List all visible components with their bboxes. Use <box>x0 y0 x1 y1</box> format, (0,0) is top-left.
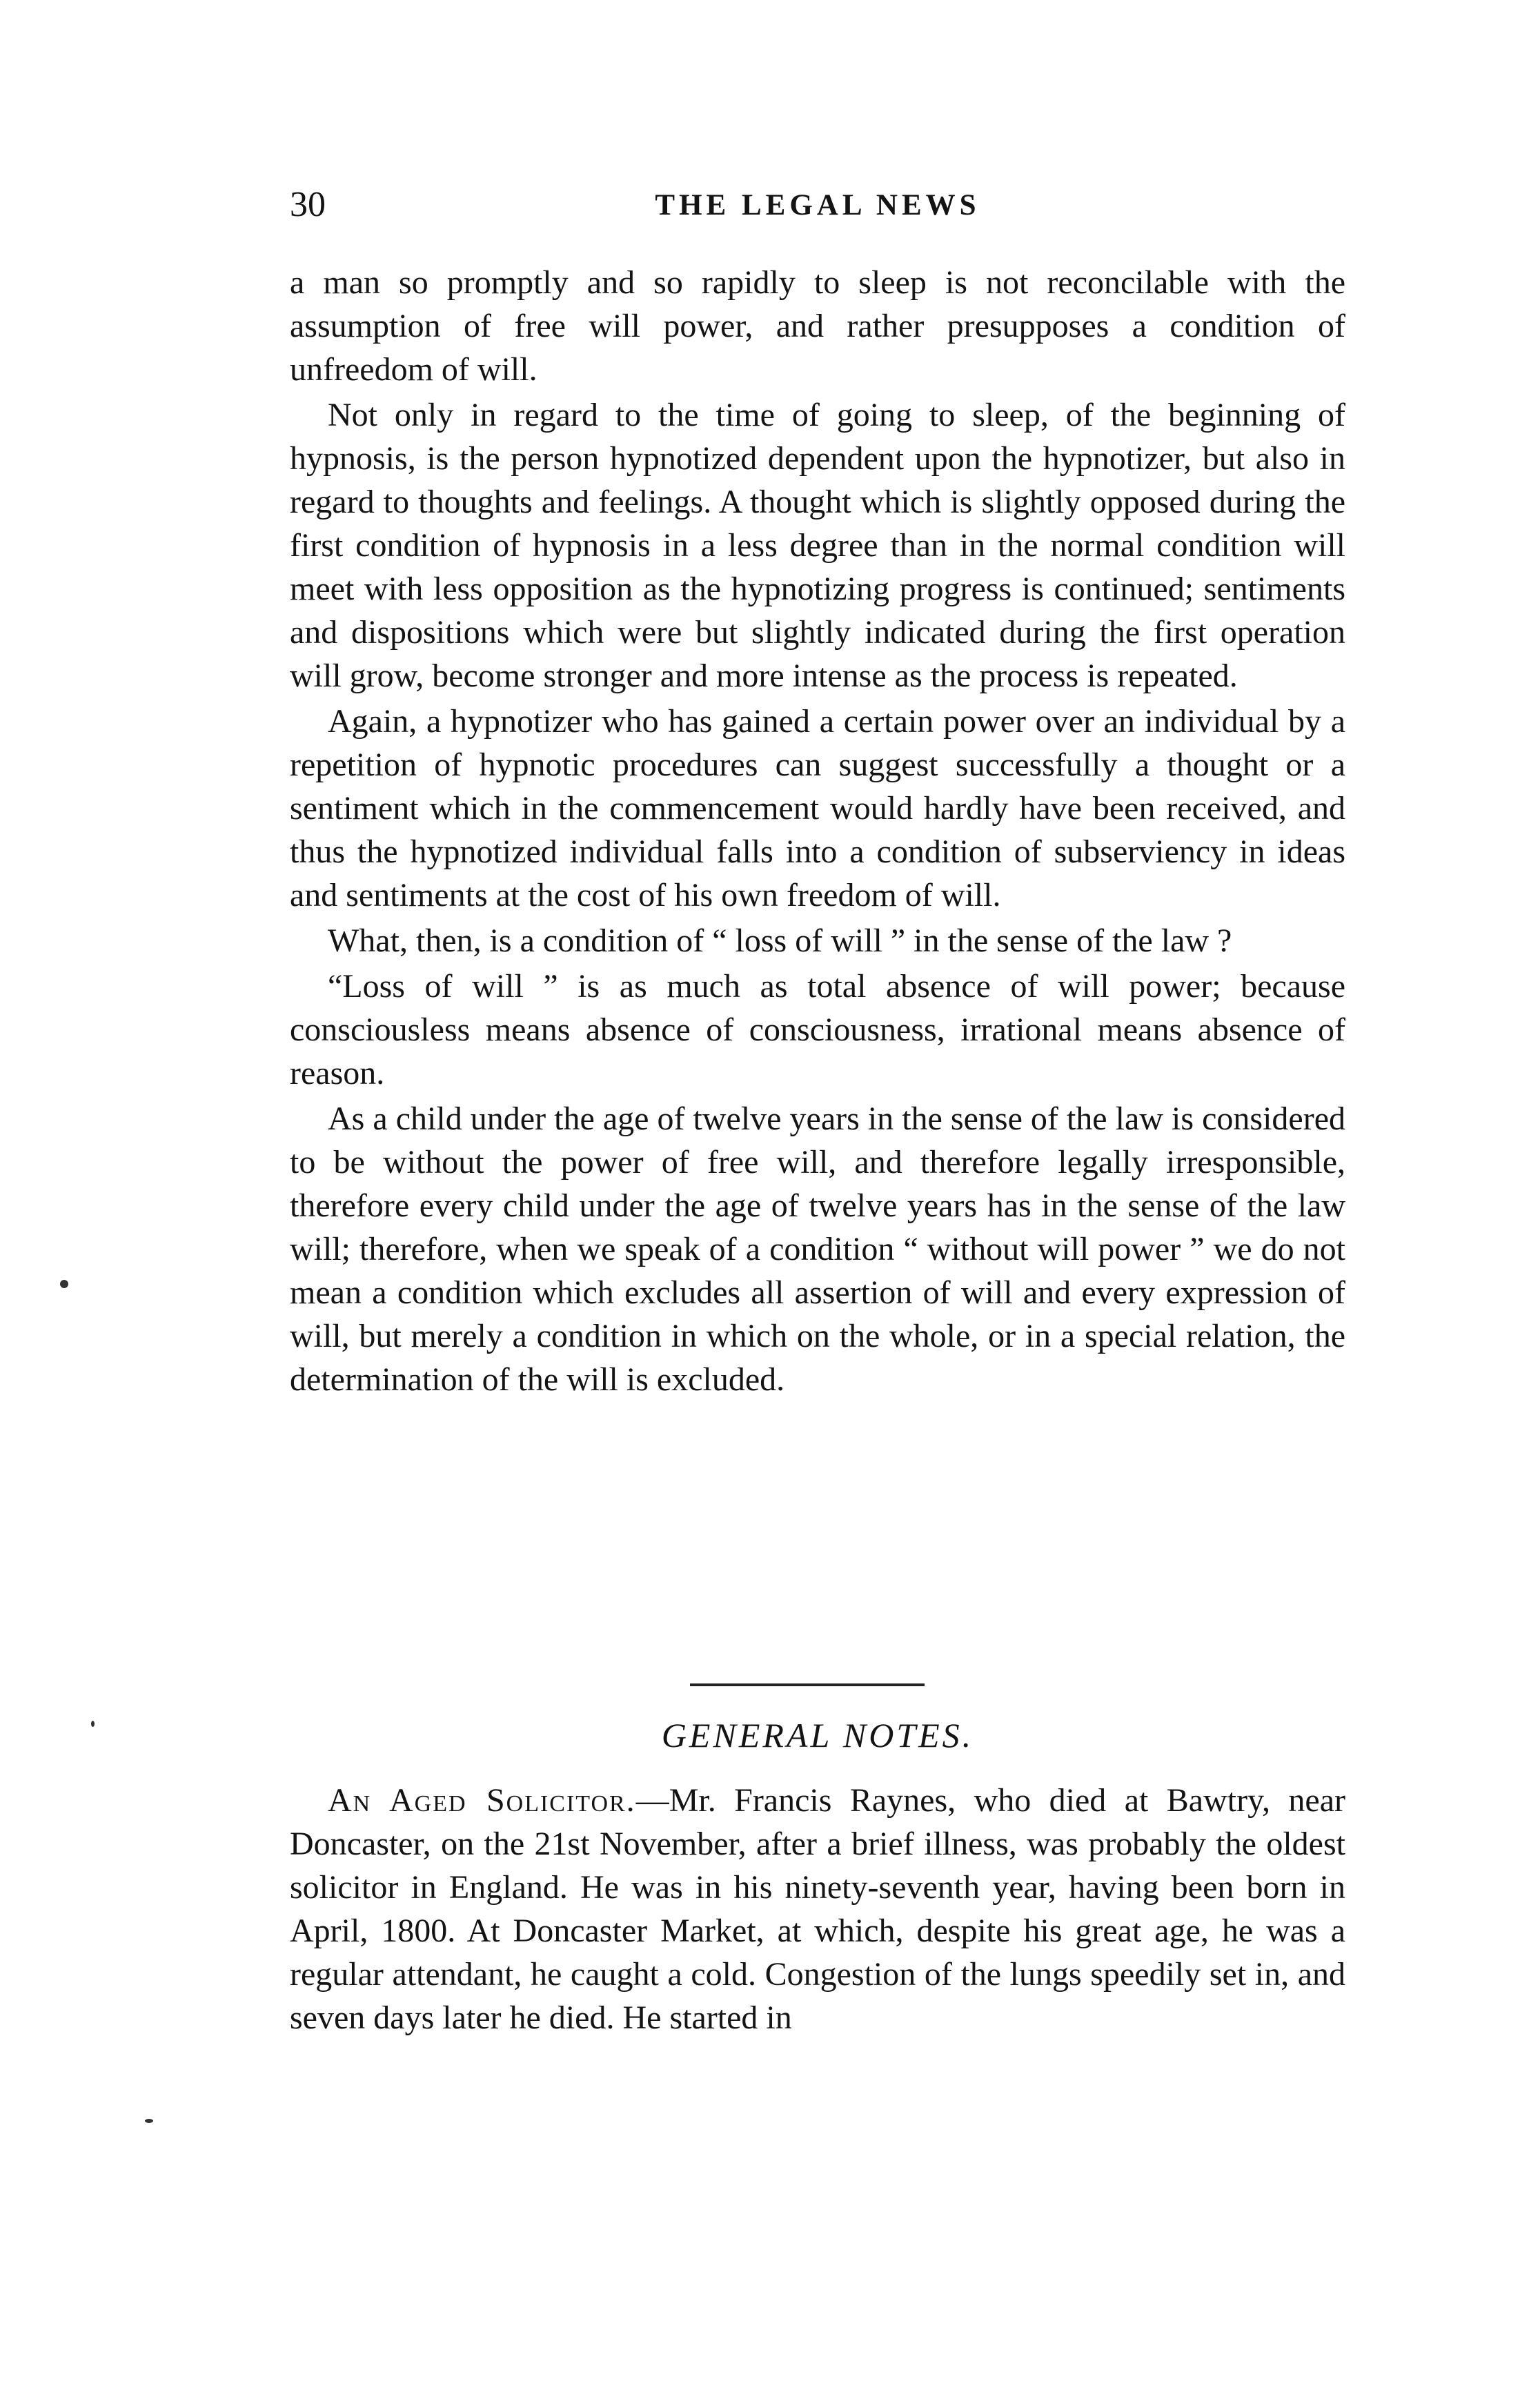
section-title: GENERAL NOTES. <box>661 1716 974 1755</box>
general-notes-body <box>290 1779 1345 2039</box>
section-divider <box>690 1683 925 1686</box>
page-number: 30 <box>290 185 326 224</box>
article-paragraph: “Loss of will ” is as much as total absence of will power; because consciousless means absence of consciousness, irrational means absence of reason. <box>290 968 1345 1091</box>
print-speck <box>91 1721 95 1727</box>
note-heading: An Aged Solicitor. <box>328 1782 636 1819</box>
page-header <box>290 181 1345 229</box>
print-speck <box>60 1280 68 1288</box>
note-paragraph <box>290 1779 1345 2039</box>
article-paragraph: Not only in regard to the time of going to sleep, of the beginning of hypnosis, is the person hypnotized dependent upon the hypnotizer, but also in regard to thoughts and feelings. A thought which is slightly opposed during the first condition of hypnosis in a less degree than in the normal condition will meet with less opposition as the hypnotizing progress is continued; sentiments and dispositions which were but slightly indicated during the first operation will grow, become stronger and more intense as the process is repeated. <box>290 397 1345 694</box>
article-paragraph: As a child under the age of twelve years in the sense of the law is considered to be without the power of free will, and therefore legally irresponsible, therefore every child under the age of twelve years has in the sense of the law will; therefore, when we speak of a condition “ without will power ” we do not mean a condition which excludes all assertion of will and every expression of will, but merely a condition in which on the whole, or in a special relation, the determination of the will is excluded. <box>290 1100 1345 1398</box>
article-body <box>290 261 1345 1403</box>
running-head: THE LEGAL NEWS <box>655 189 980 221</box>
article-paragraph: a man so promptly and so rapidly to sleep is not reconcilable with the assumption of free will power, and rather presupposes a condition of unfreedom of will. <box>290 264 1345 388</box>
article-paragraph: What, then, is a condition of “ loss of will ” in the sense of the law ? <box>328 922 1232 959</box>
article-paragraph: Again, a hypnotizer who has gained a certain power over an individual by a repetition of hypnotic procedures can suggest successfully a thought or a sentiment which in the commencement would hardly have been received, and thus the hypnotized individual falls into a condition of subserviency in ideas and sentiments at the cost of his own freedom of will. <box>290 703 1345 913</box>
print-speck <box>145 2119 153 2123</box>
note-text: —Mr. Francis Raynes, who died at Bawtry, near Doncaster, on the 21st November, after a brief illness, was probably the oldest solicitor in England. He was in his ninety-seventh year, having been born in April, 1800. At Doncaster Market, at which, despite his great age, he was a regular attendant, he caught a cold. Congestion of the lungs speedily set in, and seven days later he died. He started in <box>290 1782 1345 2036</box>
